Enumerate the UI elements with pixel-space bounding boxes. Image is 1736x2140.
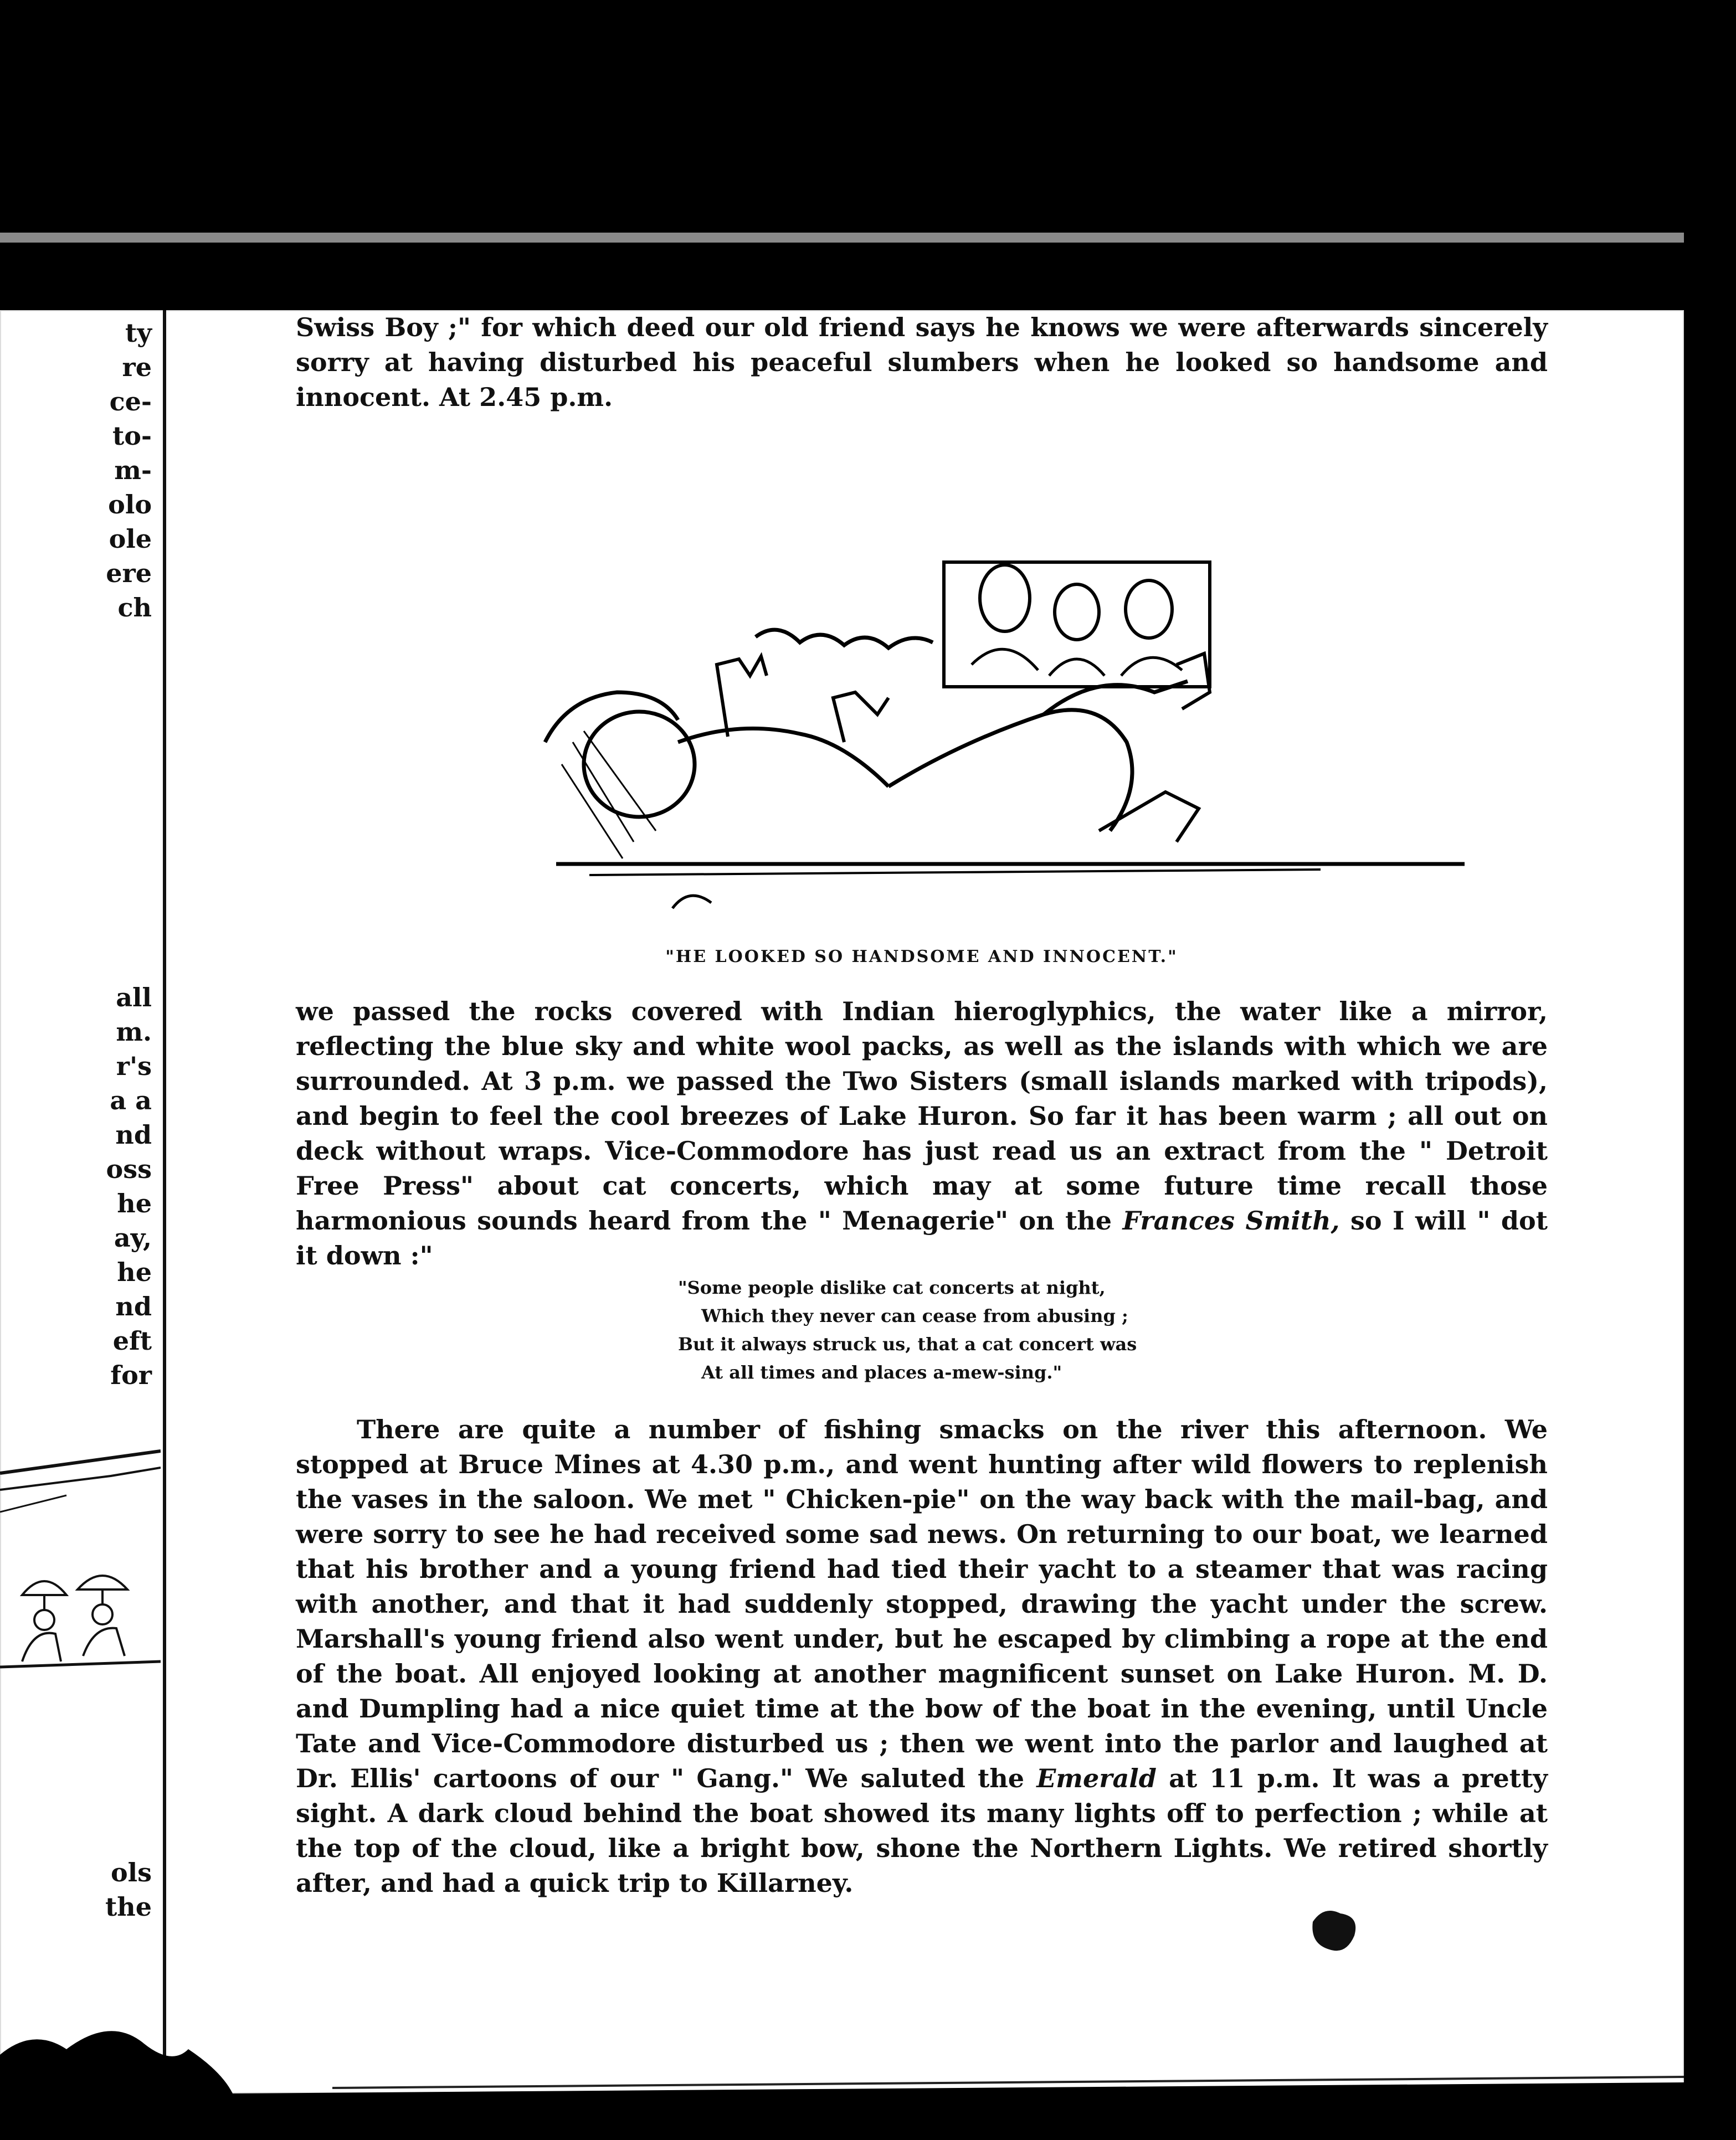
facing-page-fragment — [0, 310, 161, 2093]
poem-line-4: At all times and places a-mew-sing." — [701, 1362, 1062, 1383]
left-fragment-mid-line-12: for — [110, 1360, 152, 1390]
left-fragment-mid-line-6: oss — [106, 1154, 152, 1184]
left-fragment-mid-line-4: a a — [110, 1086, 152, 1115]
ship-name-emerald: Emerald — [1036, 1763, 1157, 1793]
illustration-caption: "HE LOOKED SO HANDSOME AND INNOCENT." — [665, 947, 1178, 966]
left-fragment-top-line-1: ty — [125, 318, 152, 348]
cat-concert-poem — [678, 1274, 1137, 1387]
left-fragment-mid-line-1: all — [116, 982, 152, 1012]
left-fragment-bottom-line-2: the — [105, 1892, 152, 1922]
ship-name-frances-smith: Frances Smith, — [1122, 1206, 1340, 1236]
left-fragment-mid-line-2: m. — [116, 1017, 152, 1047]
poem-line-3: But it always struck us, that a cat concert was — [678, 1334, 1137, 1355]
left-fragment-mid-line-11: eft — [112, 1326, 152, 1356]
left-fragment-mid-line-8: ay, — [114, 1223, 152, 1253]
paragraph-two-text: we passed the rocks covered with Indian hieroglyphics, the water like a mirror, reflecting the blue sky and white wool packs, as well as the islands with which we are surrounded. At 3 p.m. we passed the Two Sisters (small islands marked with tripods), and begin to feel the cool breezes of Lake Huron. So far it has been warm ; all out on deck without wraps. Vice-Commodore has just read us an extract from the " Detroit Free Press" about cat concerts, which may at some future time recall those harmonious sounds heard from the " Menagerie" on the — [296, 996, 1548, 1236]
left-fragment-top-line-7: ole — [109, 524, 152, 554]
paragraph-two — [296, 994, 1548, 1273]
left-fragment-mid-line-9: he — [117, 1257, 152, 1287]
left-fragment-top — [106, 316, 152, 625]
left-fragment-top-line-5: m- — [114, 455, 152, 485]
paragraph-two-block — [296, 994, 1548, 1273]
left-fragment-mid-line-7: he — [117, 1189, 152, 1218]
left-fragment-top-line-8: ere — [106, 558, 152, 588]
scan-edge-strip — [0, 233, 1736, 243]
facing-page-sketch — [0, 1429, 161, 1684]
paragraph-three-block — [296, 1412, 1548, 1901]
ink-stain — [1307, 1905, 1363, 1955]
paragraph-three-text-a: There are quite a number of fishing smacks on the river this afternoon. We stopped at Bruce Mines at 4.30 p.m., and went hunting after wild flowers to replenish the vases in the saloon. We met " Chicken-pie" on the way back with the mail-bag, and were sorry to see he had received some sad news. On returning to our boat, we learned that his brother and a young friend had tied their yacht to a steamer that was racing with another, and that it had suddenly stopped, drawing the yacht under the screw. Marshall's young friend also went under, but he escaped by climbing a rope at the end of the boat. All enjoyed looking at another magnificent sunset on Lake Huron. M. D. and Dumpling had a nice quiet time at the bow of the boat in the evening, until Uncle Tate and Vice-Commodore disturbed us ; then we went into the parlor and laughed at Dr. Ellis' cartoons of our " Gang." We saluted the — [296, 1414, 1548, 1793]
left-fragment-top-line-6: olo — [108, 490, 152, 519]
poem-line-1: "Some people dislike cat concerts at night, — [678, 1277, 1106, 1298]
intro-paragraph: Swiss Boy ;" for which deed our old friend says he knows we were afterwards sincerely sorry at having disturbed his peaceful slumbers when he looked so handsome and innocent. At 2.45 p.m. — [296, 312, 1548, 412]
left-fragment-mid-line-5: nd — [115, 1120, 152, 1150]
left-fragment-middle — [106, 980, 152, 1392]
paragraph-three — [296, 1412, 1548, 1901]
left-fragment-top-line-3: ce- — [109, 387, 152, 416]
torn-page-edge — [0, 2005, 1684, 2140]
scan-top-border — [0, 0, 1736, 233]
left-fragment-top-line-4: to- — [112, 421, 152, 451]
page-gutter — [163, 310, 166, 2093]
left-fragment-mid-line-10: nd — [115, 1292, 152, 1321]
left-fragment-mid-line-3: r's — [116, 1051, 152, 1081]
poem-line-2: Which they never can cease from abusing ; — [701, 1305, 1128, 1326]
left-fragment-top-line-2: re — [122, 352, 152, 382]
sleeping-man-illustration — [490, 432, 1498, 1025]
left-fragment-top-line-9: ch — [117, 593, 152, 623]
intro-paragraph-block — [296, 310, 1548, 415]
paragraph-three-text-b: at 11 p.m. It was a pretty sight. A dark cloud behind the boat showed its many lights off to perfection ; while at the top of the cloud, like a bright bow, shone the Northern Lights. We retired shortly after, and had a quick trip to Killarney. — [296, 1763, 1548, 1898]
left-fragment-bottom-line-1: ols — [110, 1858, 152, 1887]
left-fragment-bottom — [105, 1855, 152, 1924]
scan-right-border — [1684, 233, 1736, 2140]
paragraph-two-end: so I will " dot it down :" — [296, 1206, 1548, 1270]
